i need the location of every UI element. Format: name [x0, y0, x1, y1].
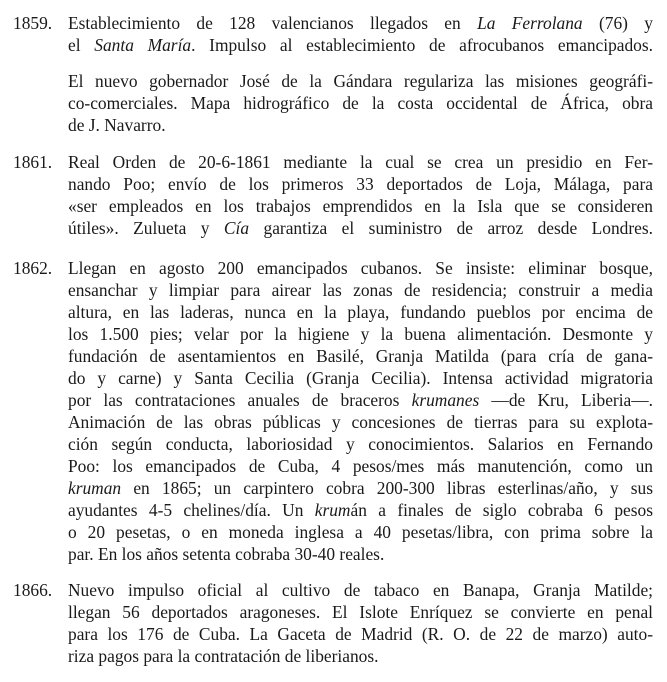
text-line: par. En los años setenta cobraba 30-40 reales.	[68, 544, 385, 564]
text-line: ensanchar y limpiar para airear las zonas de residencia; construir a media	[68, 280, 653, 300]
text-line: los 1.500 pies; velar por la higiene y la buena alimentación. Desmonte y	[68, 324, 653, 344]
text-line: llegan 56 deportados aragoneses. El Islote Enríquez se convierte en penal	[68, 602, 653, 622]
text-line: Animación de las obras públicas y concesiones de tierras para su explota-	[68, 412, 653, 432]
text-line: Real Orden de 20-6-1861 mediante la cual se crea un presidio en Fer-	[68, 152, 653, 172]
text-line: fundación de asentamientos en Basilé, Granja Matilda (para cría de gana-	[68, 346, 653, 366]
text-line: altura, en las laderas, nunca en la playa, fundando pueblos por encima de	[68, 302, 653, 322]
text-line: co-comerciales. Mapa hidrográfico de la costa occidental de África, obra	[68, 93, 653, 113]
entry-year: 1859.	[13, 13, 53, 33]
text-line: Establecimiento de 128 valencianos llegados en La Ferrolana (76) y	[68, 13, 653, 33]
entry-year: 1861.	[13, 152, 53, 172]
text-line: «ser empleados en los trabajos emprendidos en la Isla que se consideren	[68, 196, 653, 216]
text-line: o 20 pesetas, o en moneda inglesa a 40 pesetas/libra, con prima sobre la	[68, 522, 653, 542]
text-line: por las contrataciones anuales de braceros krumanes —de Kru, Liberia—.	[68, 390, 653, 410]
text-line: nando Poo; envío de los primeros 33 deportados de Loja, Málaga, para	[68, 174, 653, 194]
text-line: para los 176 de Cuba. La Gaceta de Madrid (R. O. de 22 de marzo) auto-	[68, 624, 653, 644]
entry-year: 1866.	[13, 580, 53, 600]
text-line: útiles». Zulueta y Cía garantiza el suministro de arroz desde Londres.	[68, 218, 654, 238]
text-line: ayudantes 4-5 chelines/día. Un krumán a finales de siglo cobraba 6 pesos	[68, 500, 653, 520]
text-line: Llegan en agosto 200 emancipados cubanos. Se insiste: eliminar bosque,	[68, 258, 653, 278]
text-line: do y carne) y Santa Cecilia (Granja Cecilia). Intensa actividad migratoria	[68, 368, 653, 388]
text-line: riza pagos para la contratación de liberianos.	[68, 646, 379, 666]
text-line: el Santa María. Impulso al establecimiento de afrocubanos emancipados.	[68, 35, 653, 55]
text-line: kruman en 1865; un carpintero cobra 200-300 libras esterlinas/año, y sus	[68, 478, 653, 498]
text-line: de J. Navarro.	[68, 115, 166, 135]
text-line: ción según conducta, laboriosidad y conocimientos. Salarios en Fernando	[68, 434, 653, 454]
text-line: Nuevo impulso oficial al cultivo de tabaco en Banapa, Granja Matilde;	[68, 580, 653, 600]
entry-year: 1862.	[13, 258, 53, 278]
text-line: Poo: los emancipados de Cuba, 4 pesos/mes más manutención, como un	[68, 456, 653, 476]
text-line: El nuevo gobernador José de la Gándara regulariza las misiones geográfi-	[68, 71, 653, 91]
